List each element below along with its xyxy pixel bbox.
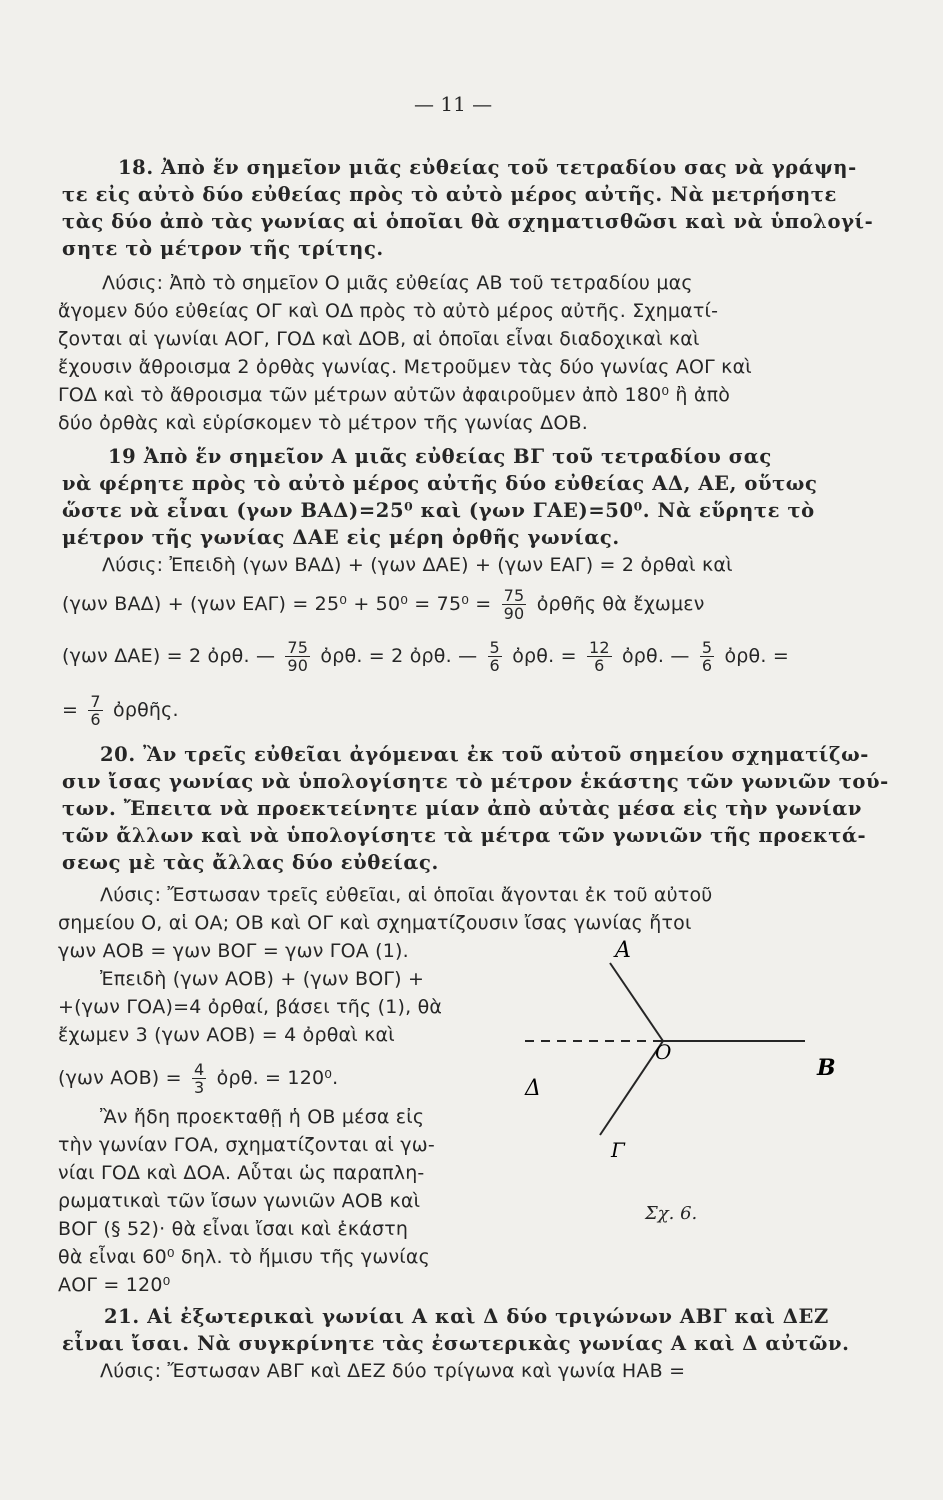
- fraction-numerator: 7: [90, 692, 101, 711]
- label-G: Γ: [611, 1138, 625, 1162]
- label-O: O: [655, 1040, 672, 1064]
- ex18-solution-line-4: ἔχουσιν ἄθροισμα 2 ὀρθὰς γωνίας. Μετροῦμεν τὰς δύο γωνίας ΑΟΓ καὶ: [58, 356, 752, 378]
- ex18-solution-line-6: δύο ὀρθὰς καὶ εὑρίσκομεν τὸ μέτρον τῆς γωνίας ΔΟΒ.: [58, 412, 588, 434]
- ex20-solution-line-1: Λύσις: Ἔστωσαν τρεῖς εὐθεῖαι, αἱ ὁποῖαι ἄγονται ἐκ τοῦ αὐτοῦ: [100, 884, 713, 906]
- ex18-solution-line-5: ΓΟΔ καὶ τὸ ἄθροισμα τῶν μέτρων αὐτῶν ἀφαιροῦμεν ἀπὸ 180⁰ ἢ ἀπὸ: [58, 384, 731, 406]
- ex20-solution-line-14: ΑΟΓ = 120⁰: [58, 1274, 171, 1296]
- eq-text: ὀρθ. = 2 ὀρθ. —: [320, 645, 478, 667]
- page-number: — 11 —: [414, 92, 493, 116]
- fraction-numerator: 4: [194, 1060, 205, 1079]
- fraction-numerator: 5: [489, 638, 500, 657]
- eq-text: ὀρθ. = 120⁰.: [216, 1067, 339, 1089]
- label-B: B: [817, 1055, 836, 1081]
- ex20-solution-line-12: ΒΟΓ (§ 52)· θὰ εἶναι ἴσαι καὶ ἑκάστη: [58, 1218, 409, 1240]
- eq-text: ὀρθ. —: [621, 645, 690, 667]
- eq-text: ὀρθ. =: [724, 645, 789, 667]
- ex19-question-line-2: νὰ φέρητε πρὸς τὸ αὐτὸ μέρος αὐτῆς δύο εὐθείας ΑΔ, ΑΕ, οὕτως: [62, 472, 818, 495]
- ex21-question-line-1: 21. Αἱ ἐξωτερικαὶ γωνίαι Α καὶ Δ δύο τριγώνων ΑΒΓ καὶ ΔΕΖ: [104, 1305, 829, 1328]
- eq-text: (γων ΒΑΔ) + (γων ΕΑΓ) = 25⁰ + 50⁰ = 75⁰ =: [62, 593, 492, 615]
- ex20-equation-line: [58, 1054, 338, 1102]
- figure-caption: Σχ. 6.: [645, 1203, 698, 1224]
- ex18-question-line-1: 18. Ἀπὸ ἕν σημεῖον μιᾶς εὐθείας τοῦ τετραδίου σας νὰ γράψη-: [118, 156, 857, 179]
- ex18-solution-line-3: ζονται αἱ γωνίαι ΑΟΓ, ΓΟΔ καὶ ΔΟΒ, αἱ ὁποῖαι εἶναι διαδοχικαὶ καὶ: [58, 328, 700, 350]
- ex20-solution-line-10: νίαι ΓΟΔ καὶ ΔΟΑ. Αὗται ὡς παραπλη-: [58, 1162, 425, 1184]
- ex18-question-line-2: τε εἰς αὐτὸ δύο εὐθείας πρὸς τὸ αὐτὸ μέρος αὐτῆς. Νὰ μετρήσητε: [62, 183, 837, 206]
- fraction-denominator: 90: [503, 604, 525, 623]
- ex19-equation-line-2: [62, 580, 705, 628]
- ex19-question-line-4: μέτρον τῆς γωνίας ΔΑΕ εἰς μέρη ὀρθῆς γωνίας.: [62, 526, 620, 549]
- ex19-question-line-1: 19 Ἀπὸ ἕν σημεῖον Α μιᾶς εὐθείας ΒΓ τοῦ τετραδίου σας: [108, 445, 772, 468]
- eq-text: ὀρθῆς.: [113, 699, 179, 721]
- ex20-question-line-3: των. Ἔπειτα νὰ προεκτείνητε μίαν ἀπὸ αὐτὰς μέσα εἰς τὴν γωνίαν: [62, 797, 862, 820]
- ex18-solution-line-1: Λύσις: Ἀπὸ τὸ σημεῖον Ο μιᾶς εὐθείας ΑΒ τοῦ τετραδίου μας: [102, 272, 693, 294]
- fraction-denominator: 90: [287, 656, 309, 675]
- ex20-question-line-5: σεως μὲ τὰς ἄλλας δύο εὐθείας.: [62, 851, 439, 874]
- eq-text: (γων ΔΑΕ) = 2 ὀρθ. —: [62, 645, 276, 667]
- fraction-4-3: [192, 1061, 206, 1096]
- fraction-5-6: [700, 639, 714, 674]
- ex20-solution-line-9: τὴν γωνίαν ΓΟΑ, σχηματίζονται αἱ γω-: [58, 1134, 435, 1156]
- fraction-5-6: [488, 639, 502, 674]
- fraction-numerator: 5: [701, 638, 713, 657]
- fraction-denominator: 6: [594, 656, 605, 675]
- fraction-denominator: 6: [701, 656, 713, 675]
- fraction-12-6: [587, 639, 612, 674]
- ray-OA: [610, 963, 663, 1041]
- ex19-equation-line-3: [62, 632, 789, 680]
- fraction-denominator: 6: [90, 710, 101, 729]
- eq-text: (γων ΑΟΒ) =: [58, 1067, 182, 1089]
- figure-6-diagram: [525, 935, 855, 1235]
- ray-OG: [600, 1041, 663, 1135]
- ex20-solution-line-3: γων ΑΟΒ = γων ΒΟΓ = γων ΓΟΑ (1).: [58, 940, 409, 962]
- ex20-solution-line-13: θὰ εἶναι 60⁰ δηλ. τὸ ἥμισυ τῆς γωνίας: [58, 1246, 430, 1268]
- ex20-solution-line-5: +(γων ΓΟΑ)=4 ὀρθαί, βάσει τῆς (1), θὰ: [58, 996, 443, 1018]
- ex20-solution-line-2: σημείου Ο, αἱ ΟΑ; ΟΒ καὶ ΟΓ καὶ σχηματίζουσιν ἴσας γωνίας ἤτοι: [58, 912, 692, 934]
- ex20-question-line-1: 20. Ἂν τρεῖς εὐθεῖαι ἀγόμεναι ἐκ τοῦ αὐτοῦ σημείου σχηματίζω-: [100, 743, 869, 766]
- eq-text: =: [62, 699, 79, 721]
- fraction-75-90: [285, 639, 310, 674]
- ex18-question-line-4: σητε τὸ μέτρον τῆς τρίτης.: [62, 237, 384, 260]
- ex20-question-line-2: σιν ἴσας γωνίας νὰ ὑπολογίσητε τὸ μέτρον ἑκάστης τῶν γωνιῶν τού-: [62, 770, 889, 793]
- fraction-denominator: 3: [194, 1078, 205, 1097]
- fraction-numerator: 12: [588, 638, 610, 657]
- ex20-solution-line-11: ρωματικαὶ τῶν ἴσων γωνιῶν ΑΟΒ καὶ: [58, 1190, 421, 1212]
- fraction-numerator: 75: [287, 638, 309, 657]
- ex20-solution-line-8: Ἂν ἤδη προεκταθῇ ἡ ΟΒ μέσα εἰς: [100, 1106, 425, 1128]
- eq-text: ὀρθ. =: [512, 645, 577, 667]
- ex20-question-line-4: τῶν ἄλλων καὶ νὰ ὑπολογίσητε τὰ μέτρα τῶν γωνιῶν τῆς προεκτά-: [62, 824, 867, 847]
- ex19-question-line-3: ὥστε νὰ εἶναι (γων ΒΑΔ)=25⁰ καὶ (γων ΓΑΕ)=50⁰. Νὰ εὕρητε τὸ: [62, 499, 815, 522]
- fraction-numerator: 75: [503, 586, 525, 605]
- ex18-solution-line-2: ἄγομεν δύο εὐθείας ΟΓ καὶ ΟΔ πρὸς τὸ αὐτὸ μέρος αὐτῆς. Σχηματί-: [58, 300, 719, 322]
- label-A: A: [615, 938, 631, 963]
- fraction-7-6: [88, 693, 102, 728]
- ex21-question-line-2: εἶναι ἴσαι. Νὰ συγκρίνητε τὰς ἐσωτερικὰς γωνίας Α καὶ Δ αὐτῶν.: [62, 1332, 850, 1355]
- ex18-question-line-3: τὰς δύο ἀπὸ τὰς γωνίας αἱ ὁποῖαι θὰ σχηματισθῶσι καὶ νὰ ὑπολογί-: [62, 210, 874, 233]
- ex21-solution-line-1: Λύσις: Ἔστωσαν ΑΒΓ καὶ ΔΕΖ δύο τρίγωνα καὶ γωνία ΗΑΒ =: [100, 1360, 686, 1382]
- fraction-denominator: 6: [489, 656, 500, 675]
- ex19-equation-line-4: [62, 686, 179, 734]
- fraction-75-90: [502, 587, 527, 622]
- ex20-solution-line-6: ἔχωμεν 3 (γων ΑΟΒ) = 4 ὀρθαὶ καὶ: [58, 1024, 395, 1046]
- ex20-solution-line-4: Ἐπειδὴ (γων ΑΟΒ) + (γων ΒΟΓ) +: [100, 968, 425, 990]
- eq-text: ὀρθῆς θὰ ἔχωμεν: [536, 593, 705, 615]
- ex19-solution-line-1: Λύσις: Ἐπειδὴ (γων ΒΑΔ) + (γων ΔΑΕ) + (γων ΕΑΓ) = 2 ὀρθαὶ καὶ: [102, 554, 733, 576]
- label-D: Δ: [525, 1076, 541, 1101]
